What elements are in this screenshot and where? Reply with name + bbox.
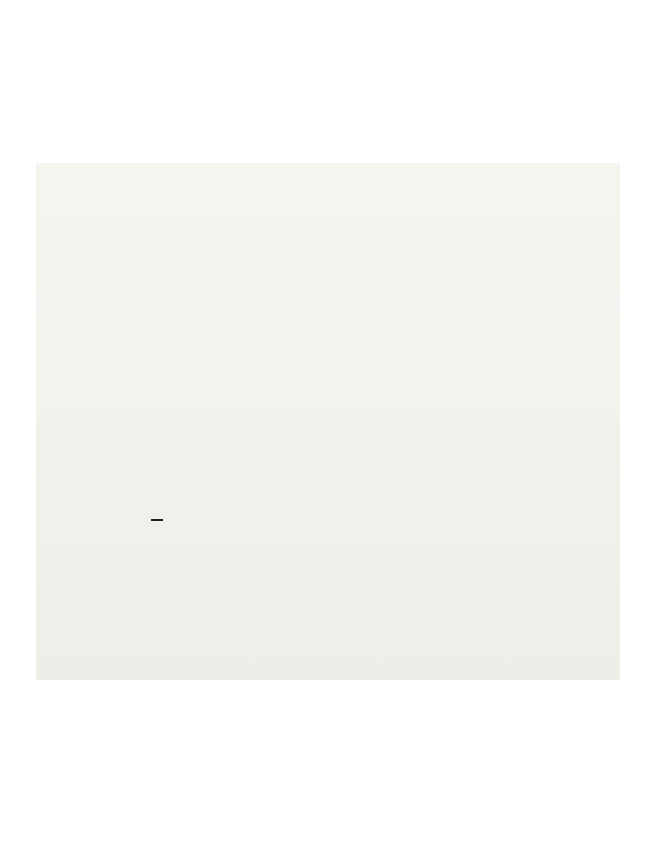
row-reduction-figure — [36, 163, 620, 680]
notebook-page — [36, 163, 620, 680]
case-condition-box — [151, 519, 163, 521]
